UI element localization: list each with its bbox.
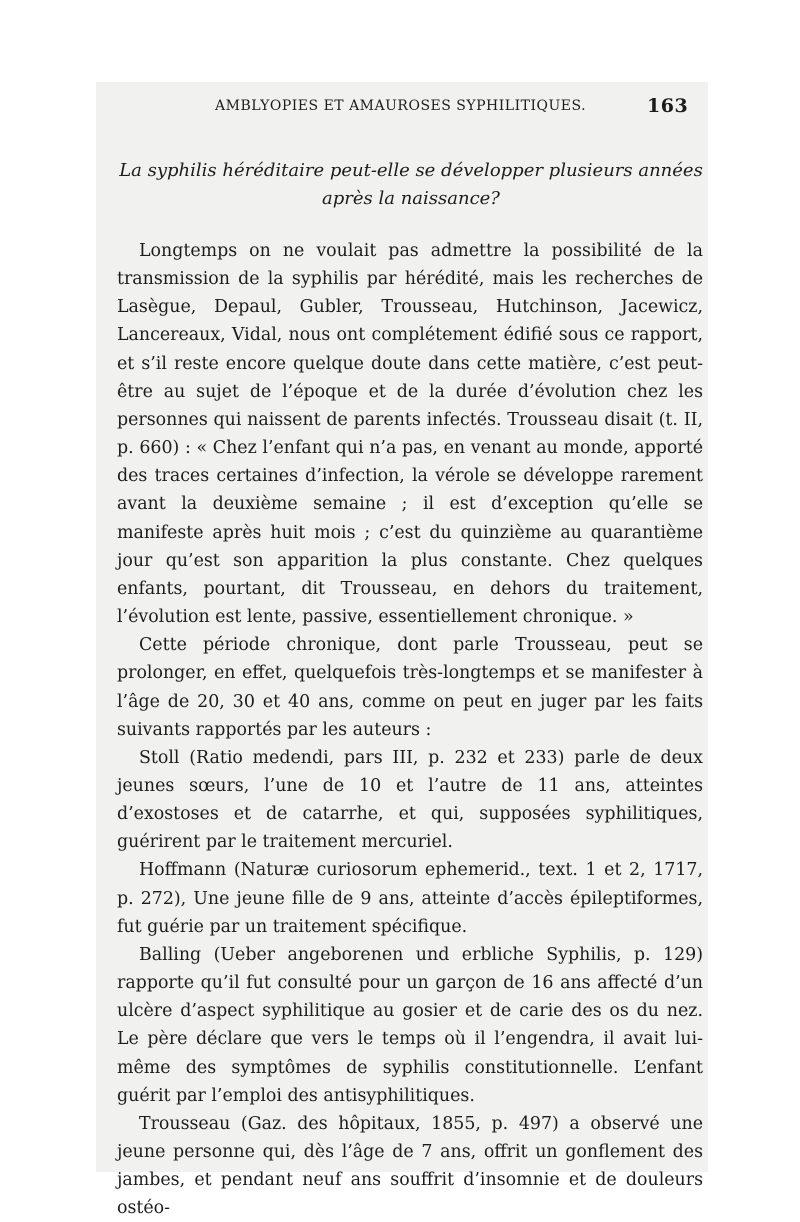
paragraph: Stoll (Ratio medendi, pars III, p. 232 et 233) parle de deux jeunes sœurs, l’une de 10 et l’autre de 11 ans, atteintes d’exostoses et de catarrhe, et qui, supposées syphilitiques, guérirent par le traitement mercuriel. bbox=[117, 747, 703, 853]
paragraph: Hoffmann (Naturæ curiosorum ephemerid., text. 1 et 2, 1717, p. 272), Une jeune fille de 9 ans, atteinte d’accès épileptiformes, fut guérie par un traitement spécifique. bbox=[117, 860, 703, 937]
running-title: AMBLYOPIES ET AMAUROSES SYPHILITIQUES. bbox=[215, 98, 587, 114]
section-title: La syphilis héréditaire peut-elle se développer plusieurs années après la naissance? bbox=[119, 160, 703, 209]
paragraph: Balling (Ueber angeborenen und erbliche Syphilis, p. 129) rapporte qu’il fut consulté pour un garçon de 16 ans affecté d’un ulcère d’aspect syphilitique au gosier et de carie des os du nez. Le père déclare que vers le temps où il l’engendra, il avait lui-même des symptômes de syphilis constitutionnelle. L’enfant guérit par l’emploi des antisyphilitiques. bbox=[117, 944, 703, 1106]
paragraph: Trousseau (Gaz. des hôpitaux, 1855, p. 497) a observé une jeune personne qui, dès l’âge de 7 ans, offrit un gonflement des jambes, et pendant neuf ans souffrit d’insomnie et de douleurs ostéo- bbox=[117, 1113, 703, 1219]
body-text bbox=[117, 237, 703, 1222]
page-number: 163 bbox=[647, 95, 689, 117]
paragraph: Cette période chronique, dont parle Trousseau, peut se prolonger, en effet, quelquefois très-longtemps et se manifester à l’âge de 20, 30 et 40 ans, comme on peut en juger par les faits suivants rapportés par les auteurs : bbox=[117, 635, 703, 740]
paragraph: Longtemps on ne voulait pas admettre la possibilité de la transmission de la syphilis par hérédité, mais les recherches de Lasègue, Depaul, Gubler, Trousseau, Hutchinson, Jacewicz, Lancereaux, Vidal, nous ont complétement édifié sous ce rapport, et s’il reste encore quelque doute dans cette matière, c’est peut-être au sujet de l’époque et de la durée d’évolution chez les personnes qui naissent de parents infectés. Trousseau disait (t. II, p. 660) : « Chez l’enfant qui n’a pas, en venant au monde, apporté des traces certaines d’infection, la vérole se développe rarement avant la deuxième semaine ; il est d’exception qu’elle se manifeste après huit mois ; c’est du quinzième au quarantième jour qu’est son apparition la plus constante. Chez quelques enfants, pourtant, dit Trousseau, en dehors du traitement, l’évolution est lente, passive, essentiellement chronique. » bbox=[117, 241, 703, 628]
